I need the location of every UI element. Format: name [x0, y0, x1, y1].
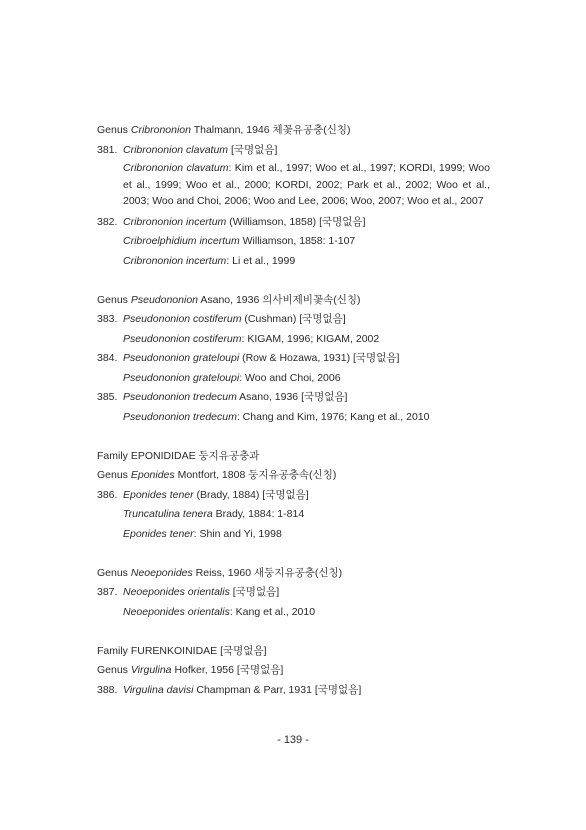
taxon-name: Pseudononion	[130, 293, 199, 306]
synonym-entry	[97, 505, 490, 525]
section-gap	[97, 271, 490, 291]
entry-text: (Brady, 1884) [국명없음]	[193, 488, 309, 501]
taxon-name: Pseudononion tredecum	[123, 410, 237, 423]
entry-text: [국명없음]	[228, 143, 278, 156]
entry-text: Montfort, 1808 둥지유공충속(신칭)	[174, 469, 337, 481]
species-number: 383.	[97, 313, 118, 325]
taxon-name: Neoeponides orientalis	[123, 605, 230, 618]
section-gap	[97, 544, 490, 564]
entry-text: : Li et al., 1999	[226, 254, 296, 267]
entry-text: Family EPONIDIDAE 둥지유공충과	[97, 449, 260, 462]
taxon-name: Pseudononion tredecum	[123, 391, 237, 403]
species-entry	[97, 583, 490, 603]
taxon-heading	[97, 121, 490, 141]
synonym-entry	[97, 408, 490, 428]
taxon-name: Truncatulina tenera	[123, 508, 213, 520]
page-number: - 139 -	[277, 734, 309, 746]
entry-text: Genus	[97, 124, 131, 136]
synonym-entry	[97, 330, 490, 350]
species-number: 381.	[97, 143, 118, 156]
species-entry	[97, 349, 490, 369]
taxon-name: Eponides tener	[123, 527, 194, 540]
species-number: 388.	[97, 683, 118, 696]
entry-text: [국명없음]	[229, 586, 280, 598]
taxon-heading	[97, 642, 490, 662]
entry-text: Reiss, 1960 새둥지유공충(신칭)	[192, 566, 343, 579]
taxon-name: Eponides	[130, 469, 175, 481]
species-entry	[97, 213, 490, 233]
taxonomy-list	[97, 121, 490, 700]
entry-text: : KIGAM, 1996; KIGAM, 2002	[241, 332, 380, 345]
taxon-heading	[97, 447, 490, 467]
taxon-heading	[97, 564, 490, 584]
entry-text: Family FURENKOINIDAE [국명없음]	[97, 644, 267, 657]
entry-text: : Kim et al., 1997; Woo et al., 1997; KORDI, 1999; Woo et al., 1999; Woo et al., 2000; KORDI, 2002; Park et al., 2002; Woo et al., 2003; Woo and Choi, 2006; Woo and Lee, 2006; Woo, 2007; Woo et al., 2007	[123, 162, 490, 207]
taxon-name: Cribrononion incertum	[123, 254, 227, 267]
species-entry	[97, 486, 490, 506]
entry-text: : Kang et al., 2010	[229, 605, 316, 618]
taxon-name: Pseudononion grateloupi	[123, 352, 240, 364]
synonym-entry	[97, 252, 490, 272]
entry-text: : Woo and Choi, 2006	[239, 371, 341, 384]
taxon-heading	[97, 291, 490, 311]
entry-text: : Shin and Yi, 1998	[193, 527, 282, 540]
taxon-name: Pseudononion costiferum	[123, 332, 242, 345]
taxon-name: Cribrononion incertum	[123, 215, 227, 228]
entry-text: Genus	[97, 469, 131, 481]
synonym-entry	[97, 232, 490, 252]
taxon-heading	[97, 661, 490, 681]
taxon-name: Pseudononion costiferum	[123, 313, 242, 325]
taxon-name: Virgulina	[130, 664, 172, 676]
entry-text: Champman & Parr, 1931 [국명없음]	[193, 683, 362, 696]
entry-text: Genus	[97, 566, 131, 579]
species-number: 382.	[97, 215, 118, 228]
entry-text: Asano, 1936 의사비제비꽃속(신칭)	[198, 293, 361, 306]
entry-text: Brady, 1884: 1-814	[212, 508, 305, 520]
entry-text: Asano, 1936 [국명없음]	[236, 391, 348, 403]
entry-text: Thalmann, 1946 체꽃유공충(신칭)	[190, 124, 351, 136]
species-number: 386.	[97, 488, 118, 501]
synonym-entry	[97, 603, 490, 623]
species-entry	[97, 310, 490, 330]
entry-text: (Williamson, 1858) [국명없음]	[226, 215, 366, 228]
entry-text: Hofker, 1956 [국명없음]	[171, 664, 284, 676]
taxon-name: Pseudononion grateloupi	[123, 371, 240, 384]
citation-paragraph	[97, 160, 490, 210]
taxon-name: Neoeponides orientalis	[123, 586, 230, 598]
section-gap	[97, 622, 490, 642]
taxon-heading	[97, 466, 490, 486]
taxon-name: Cribrononion clavatum	[123, 162, 229, 174]
entry-text: (Cushman) [국명없음]	[241, 313, 346, 325]
taxon-name: Cribrononion clavatum	[123, 143, 229, 156]
taxon-name: Virgulina davisi	[123, 683, 194, 696]
species-number: 387.	[97, 586, 118, 598]
species-entry	[97, 141, 490, 161]
taxon-name: Neoeponides	[130, 566, 193, 579]
species-number: 385.	[97, 391, 118, 403]
taxon-name: Cribrononion	[130, 124, 191, 136]
entry-text: (Row & Hozawa, 1931) [국명없음]	[239, 352, 400, 364]
synonym-entry	[97, 369, 490, 389]
species-number: 384.	[97, 352, 118, 364]
entry-text: Genus	[97, 293, 131, 306]
entry-text: : Chang and Kim, 1976; Kang et al., 2010	[236, 410, 430, 423]
taxon-name: Eponides tener	[123, 488, 194, 501]
entry-text: Williamson, 1858: 1-107	[239, 235, 356, 247]
species-entry	[97, 681, 490, 701]
taxon-name: Cribroelphidium incertum	[123, 235, 240, 247]
synonym-entry	[97, 525, 490, 545]
species-entry	[97, 388, 490, 408]
section-gap	[97, 427, 490, 447]
entry-text: Genus	[97, 664, 131, 676]
